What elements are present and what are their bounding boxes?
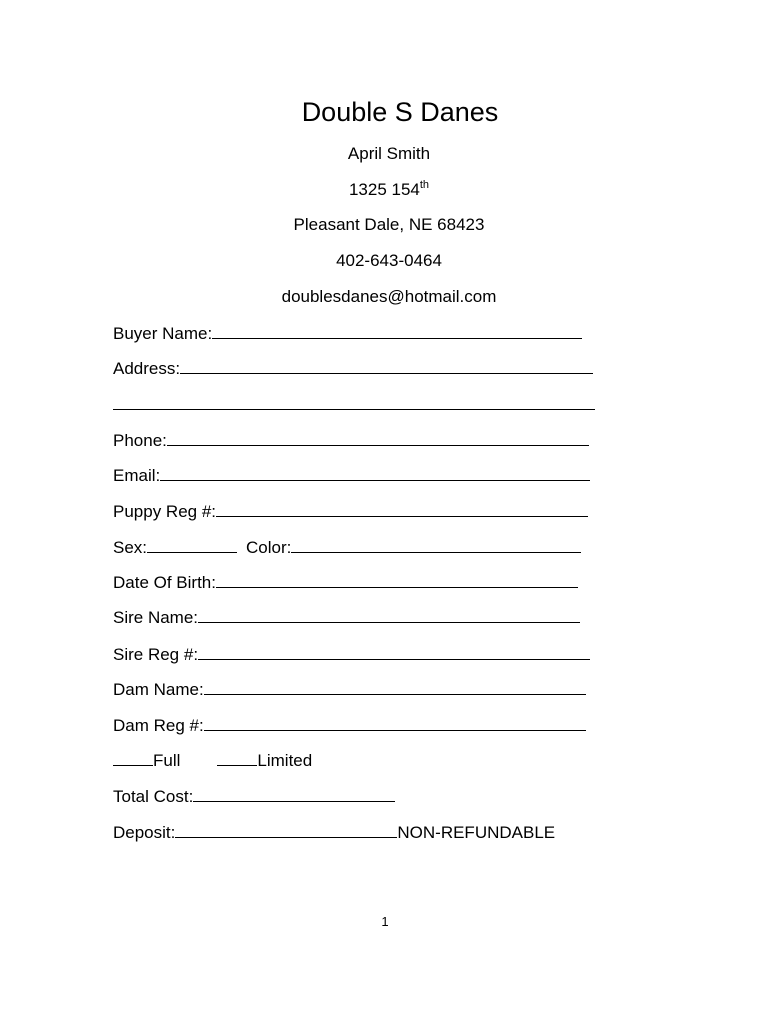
puppy-reg-label: Puppy Reg #: xyxy=(113,502,217,521)
total-cost-row xyxy=(113,785,395,808)
dam-name-field[interactable] xyxy=(204,678,586,695)
dam-name-label: Dam Name: xyxy=(113,680,204,699)
full-registration-label: Full xyxy=(153,751,181,770)
phone-label: Phone: xyxy=(113,431,167,450)
contact-phone: 402-643-0464 xyxy=(336,251,442,270)
dob-label: Date Of Birth: xyxy=(113,573,216,592)
contact-email: doublesdanes@hotmail.com xyxy=(281,287,497,306)
buyer-name-row xyxy=(113,322,582,345)
address-label: Address: xyxy=(113,359,181,378)
limited-registration-label: Limited xyxy=(257,751,313,770)
email-label: Email: xyxy=(113,466,161,485)
business-name-heading: Double S Danes xyxy=(301,97,499,127)
address-row-2 xyxy=(113,393,595,407)
email-field[interactable] xyxy=(160,464,590,481)
sire-reg-label: Sire Reg #: xyxy=(113,645,199,664)
address-field-line-2[interactable] xyxy=(113,393,595,410)
limited-registration-checkbox[interactable] xyxy=(217,749,257,766)
phone-row xyxy=(113,429,589,452)
buyer-name-label: Buyer Name: xyxy=(113,324,213,343)
dam-reg-field[interactable] xyxy=(204,714,586,731)
street-number: 1325 154 xyxy=(348,180,420,199)
registration-type-row xyxy=(113,749,312,772)
address-row xyxy=(113,357,593,380)
owner-name: April Smith xyxy=(347,144,431,163)
sire-reg-row xyxy=(113,643,590,666)
city-state-zip: Pleasant Dale, NE 68423 xyxy=(293,215,485,234)
sire-name-field[interactable] xyxy=(198,606,580,623)
non-refundable-note: NON-REFUNDABLE xyxy=(397,823,556,842)
street-suffix: th xyxy=(419,179,430,191)
total-cost-label: Total Cost: xyxy=(113,787,194,806)
dam-reg-row xyxy=(113,714,586,737)
sire-name-label: Sire Name: xyxy=(113,608,199,627)
sex-color-row xyxy=(113,536,581,559)
page-number: 1 xyxy=(381,914,389,929)
street-address xyxy=(4,179,770,201)
puppy-reg-row xyxy=(113,500,588,523)
phone-field[interactable] xyxy=(167,429,589,446)
buyer-name-field[interactable] xyxy=(212,322,582,339)
deposit-label: Deposit: xyxy=(113,823,176,842)
sex-field[interactable] xyxy=(147,536,237,553)
sire-name-row xyxy=(113,606,580,629)
total-cost-field[interactable] xyxy=(193,785,395,802)
color-field[interactable] xyxy=(291,536,581,553)
sex-label: Sex: xyxy=(113,538,148,557)
email-row xyxy=(113,464,590,487)
address-field-line-1[interactable] xyxy=(180,357,593,374)
color-label: Color: xyxy=(246,538,292,557)
puppy-reg-field[interactable] xyxy=(216,500,588,517)
deposit-field[interactable] xyxy=(175,821,397,838)
dam-reg-label: Dam Reg #: xyxy=(113,716,204,735)
dam-name-row xyxy=(113,678,586,701)
deposit-row xyxy=(113,821,555,844)
dob-field[interactable] xyxy=(216,571,578,588)
dob-row xyxy=(113,571,578,594)
sire-reg-field[interactable] xyxy=(198,643,590,660)
full-registration-checkbox[interactable] xyxy=(113,749,153,766)
